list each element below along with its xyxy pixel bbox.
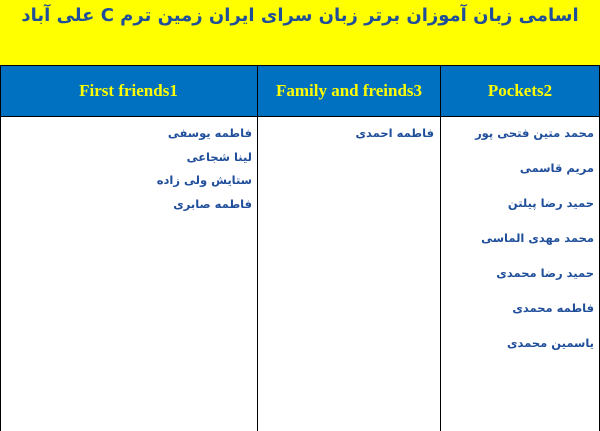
column-divider-1	[257, 66, 258, 431]
header-bottom-border	[0, 116, 600, 117]
column-header-first-friends: First friends1	[79, 81, 178, 100]
student-name: فاطمه یوسفی	[167, 126, 252, 140]
student-name: یاسمین محمدی	[506, 335, 594, 350]
table-left-border	[0, 66, 1, 431]
pockets-name-list	[475, 122, 594, 361]
column-header-pockets: Pockets2	[487, 81, 553, 100]
column-header-family-and-friends: Family and freinds3	[275, 81, 423, 100]
student-name: فاطمه صابری	[173, 196, 252, 211]
family-and-friends-name-list	[356, 122, 435, 146]
student-name: مریم قاسمی	[519, 160, 594, 175]
first-friends-name-list	[157, 122, 252, 216]
student-name: حمید رضا محمدی	[496, 265, 594, 280]
column-divider-2	[440, 66, 441, 431]
student-name: فاطمه احمدی	[355, 126, 434, 140]
page-title: اسامی زبان آموزان برتر زبان سرای ایران زمین ترم C علی آباد	[21, 5, 579, 26]
student-name: ستایش ولی زاده	[156, 173, 252, 187]
student-name: محمد مهدی الماسی	[481, 230, 594, 245]
student-name: حمید رضا پیلتن	[507, 195, 594, 210]
student-name: محمد متین فتحی پور	[475, 126, 594, 140]
student-name: لینا شجاعی	[186, 149, 252, 164]
student-name: فاطمه محمدی	[512, 300, 594, 315]
